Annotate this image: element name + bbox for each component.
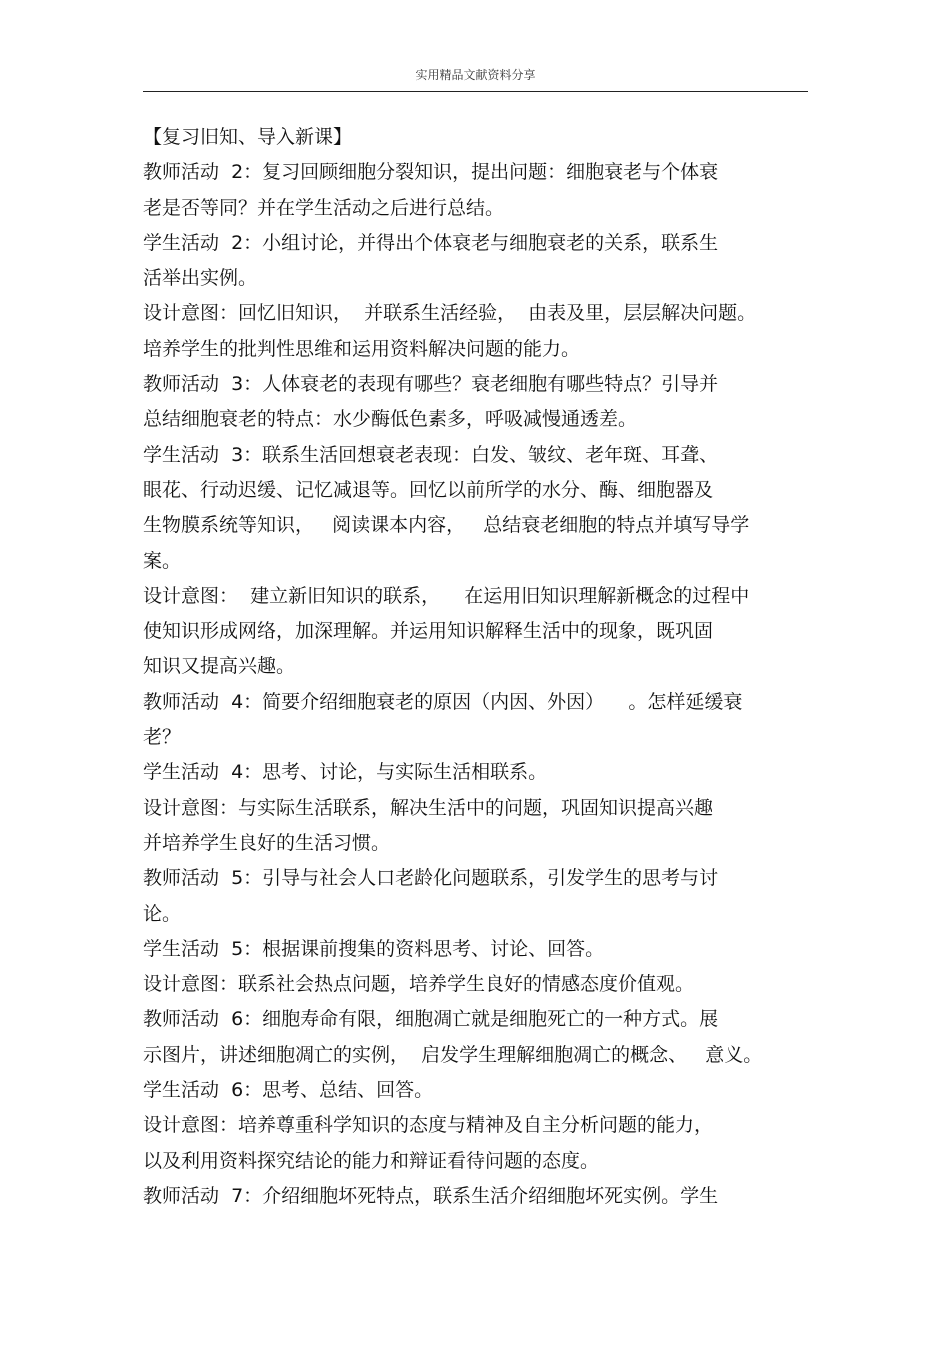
text-line: 论。 — [143, 902, 182, 925]
text-line: 学生活动 5：根据课前搜集的资料思考、讨论、回答。 — [143, 937, 605, 960]
text-line: 教师活动 5：引导与社会人口老龄化问题联系，引发学生的思考与讨 — [143, 867, 719, 890]
text-line: 设计意图：联系社会热点问题，培养学生良好的情感态度价值观。 — [143, 973, 695, 996]
text-line: 教师活动 3：人体衰老的表现有哪些？衰老细胞有哪些特点？引导并 — [143, 373, 719, 396]
text-line: 总结细胞衰老的特点：水少酶低色素多，呼吸减慢通透差。 — [143, 408, 638, 431]
text-line: 以及利用资料探究结论的能力和辩证看待问题的态度。 — [143, 1149, 600, 1172]
text-line: 并培养学生良好的生活习惯。 — [143, 831, 391, 854]
text-line: 使知识形成网络，加深理解。并运用知识解释生活中的现象，既巩固 — [143, 620, 714, 643]
text-line: 活举出实例。 — [143, 267, 258, 290]
text-line: 知识又提高兴趣。 — [143, 655, 296, 678]
text-line: 教师活动 6：细胞寿命有限，细胞凋亡就是细胞死亡的一种方式。展 — [143, 1008, 719, 1031]
text-line: 老是否等同？并在学生活动之后进行总结。 — [143, 196, 505, 219]
text-line: 教师活动 4：简要介绍细胞衰老的原因（内因、外因） 。怎样延缓衰 — [143, 690, 743, 713]
text-line: 教师活动 2：复习回顾细胞分裂知识，提出问题：细胞衰老与个体衰 — [143, 161, 719, 184]
text-line: 设计意图：与实际生活联系，解决生活中的问题，巩固知识提高兴趣 — [143, 796, 714, 819]
text-line: 生物膜系统等知识， 阅读课本内容， 总结衰老细胞的特点并填写导学 — [143, 514, 750, 537]
text-line: 学生活动 6：思考、总结、回答。 — [143, 1079, 434, 1102]
text-line: 【复习旧知、导入新课】 — [143, 126, 353, 148]
header-divider — [143, 91, 808, 92]
text-line: 示图片，讲述细胞凋亡的实例， 启发学生理解细胞凋亡的概念、 意义。 — [143, 1043, 763, 1066]
text-line: 设计意图：培养尊重科学知识的态度与精神及自主分析问题的能力， — [143, 1114, 714, 1137]
text-line: 学生活动 4：思考、讨论，与实际生活相联系。 — [143, 761, 548, 784]
text-line: 眼花、行动迟缓、记忆减退等。回忆以前所学的水分、酶、细胞器及 — [143, 478, 714, 501]
text-line: 设计意图：回忆旧知识， 并联系生活经验， 由表及里，层层解决问题。 — [143, 302, 757, 325]
text-line: 学生活动 2：小组讨论，并得出个体衰老与细胞衰老的关系，联系生 — [143, 231, 719, 254]
text-line: 设计意图： 建立新旧知识的联系， 在运用旧知识理解新概念的过程中 — [143, 584, 750, 607]
text-line: 教师活动 7：介绍细胞坏死特点，联系生活介绍细胞坏死实例。学生 — [143, 1184, 719, 1207]
page-header-title: 实用精品文献资料分享 — [415, 68, 536, 82]
text-line: 学生活动 3：联系生活回想衰老表现：白发、皱纹、老年斑、耳聋、 — [143, 443, 719, 466]
document-body — [143, 120, 808, 1214]
text-line: 老？ — [143, 726, 182, 749]
text-line: 培养学生的批判性思维和运用资料解决问题的能力。 — [143, 337, 581, 360]
text-line: 案。 — [143, 549, 182, 572]
